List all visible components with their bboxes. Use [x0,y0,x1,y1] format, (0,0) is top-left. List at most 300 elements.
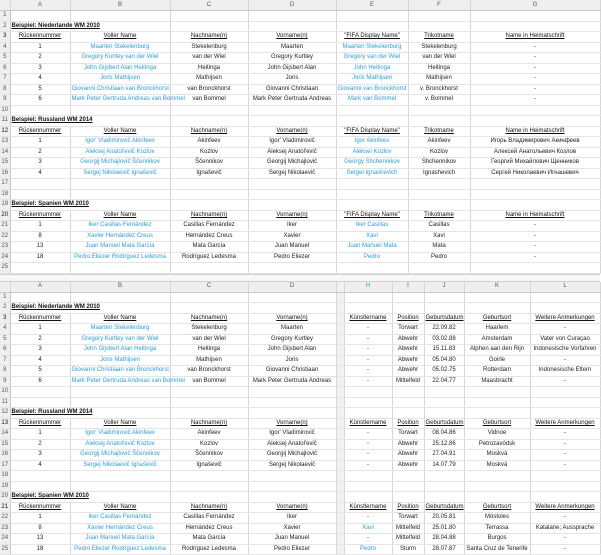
cell[interactable]: - [344,513,392,524]
cell[interactable]: - [470,53,600,64]
cell[interactable] [248,492,336,503]
cell[interactable]: Xavi [408,231,470,242]
cell[interactable] [70,179,170,190]
cell[interactable] [248,481,336,492]
cell[interactable]: - [344,324,392,335]
column-title[interactable]: Rückennummer [10,126,70,137]
cell[interactable]: Sturm [392,544,424,555]
cell[interactable]: Abwehr [392,460,424,471]
cell[interactable]: 3 [10,345,70,356]
column-header[interactable]: K [464,282,530,293]
cell[interactable] [170,116,248,127]
cell[interactable] [10,11,70,22]
cell[interactable] [424,471,464,482]
cell[interactable]: - [470,95,600,106]
cell[interactable] [464,481,530,492]
cell[interactable]: 4 [10,355,70,366]
cell[interactable]: John Gijsbert Alan Heitinga [70,345,170,356]
cell[interactable]: Hernández Creus [170,231,248,242]
cell[interactable]: Goirle [464,355,530,366]
cell[interactable]: Juan Manuel Mata García [70,242,170,253]
cell[interactable]: Kozlov [170,147,248,158]
column-title[interactable]: Nachname(n) [170,418,248,429]
column-title[interactable]: Vorname(n) [248,418,336,429]
cell[interactable]: Maarten [248,42,336,53]
cell[interactable] [464,492,530,503]
cell[interactable]: Torwart [392,324,424,335]
cell[interactable]: Mark van Bommel [336,95,408,106]
cell[interactable] [70,481,170,492]
row-number[interactable]: 20 [0,492,10,503]
cell[interactable] [392,292,424,303]
column-title[interactable]: Name in Heimatschrift [470,32,600,43]
cell[interactable] [336,200,408,211]
column-title[interactable]: Voller Name [70,502,170,513]
cell[interactable]: Joris Mathijsen [70,355,170,366]
cell[interactable]: - [470,63,600,74]
row-number[interactable]: 17 [0,179,10,190]
column-title[interactable]: Nachname(n) [170,126,248,137]
cell[interactable] [408,105,470,116]
cell[interactable] [336,116,408,127]
cell[interactable]: Shchennikov [408,158,470,169]
column-title[interactable]: Künstlername [344,313,392,324]
row-number[interactable]: 5 [0,53,10,64]
cell[interactable]: John Gijsbert Alan [248,345,336,356]
column-header[interactable]: D [248,282,336,293]
cell[interactable]: Rodríguez Ledesma [170,544,248,555]
cell[interactable] [336,263,408,274]
cell[interactable] [70,105,170,116]
cell[interactable]: Mathijsen [170,74,248,85]
cell[interactable] [470,116,600,127]
corner-cell[interactable] [0,282,10,293]
cell[interactable]: Iker Casillas Fernández [70,513,170,524]
section-title[interactable]: Beispiel: Spanien WM 2010 [10,200,170,211]
cell[interactable] [10,189,70,200]
cell[interactable] [170,303,248,314]
cell[interactable]: - [344,460,392,471]
cell[interactable] [248,200,336,211]
cell[interactable] [530,481,600,492]
cell[interactable]: 08.04.86 [424,429,464,440]
cell[interactable]: Burgos [464,534,530,545]
cell[interactable]: Igor Akinfeev [336,137,408,148]
row-number[interactable]: 25 [0,544,10,555]
column-title[interactable]: Geburtsdatum [424,418,464,429]
cell[interactable] [336,408,344,419]
cell[interactable] [170,471,248,482]
cell[interactable]: Xavi [336,231,408,242]
cell[interactable]: 03.02.88 [424,334,464,345]
cell[interactable] [336,324,344,335]
cell[interactable] [344,408,392,419]
cell[interactable]: Xavier [248,523,336,534]
row-number[interactable]: 8 [0,84,10,95]
cell[interactable]: 1 [10,513,70,524]
cell[interactable] [392,303,424,314]
cell[interactable] [336,189,408,200]
cell[interactable] [470,263,600,274]
column-title[interactable]: Weitere Anmerkungen [530,502,600,513]
row-number[interactable]: 24 [0,534,10,545]
cell[interactable] [248,179,336,190]
cell[interactable]: - [344,334,392,345]
cell[interactable]: - [344,355,392,366]
cell[interactable] [248,408,336,419]
cell[interactable] [464,397,530,408]
cell[interactable] [70,263,170,274]
cell[interactable] [424,481,464,492]
column-header[interactable]: F [408,0,470,11]
column-title[interactable]: Trikotname [408,126,470,137]
cell[interactable]: Сергей Николаевич Игнашевич [470,168,600,179]
cell[interactable]: Alphen aan den Rijn [464,345,530,356]
cell[interactable]: Iker [248,513,336,524]
cell[interactable] [530,408,600,419]
cell[interactable]: Abwehr [392,439,424,450]
cell[interactable]: v. Bommel [408,95,470,106]
cell[interactable]: Giovanni Christiaan [248,366,336,377]
cell[interactable]: - [530,534,600,545]
cell[interactable]: Terrassa [464,523,530,534]
cell[interactable] [170,292,248,303]
cell[interactable]: Casillas [408,221,470,232]
column-title[interactable]: Rückennummer [10,32,70,43]
column-title[interactable]: Geburtsdatum [424,313,464,324]
column-title[interactable]: Name in Heimatschrift [470,126,600,137]
cell[interactable]: Ščennikov [170,158,248,169]
cell[interactable]: - [530,450,600,461]
row-number[interactable]: 19 [0,481,10,492]
cell[interactable]: 2 [10,334,70,345]
row-number[interactable]: 10 [0,105,10,116]
cell[interactable] [70,11,170,22]
cell[interactable] [408,200,470,211]
cell[interactable] [70,397,170,408]
cell[interactable] [336,460,344,471]
row-number[interactable]: 5 [0,334,10,345]
cell[interactable] [392,481,424,492]
row-number[interactable]: 15 [0,158,10,169]
cell[interactable]: Santa Cruz de Tenerife [464,544,530,555]
cell[interactable]: 15.11.83 [424,345,464,356]
cell[interactable] [248,11,336,22]
column-title[interactable]: Position [392,313,424,324]
row-number[interactable]: 13 [0,418,10,429]
cell[interactable]: 8 [10,523,70,534]
cell[interactable]: Aleksej Anatol'evič Kozlov [70,147,170,158]
column-title[interactable]: Geburtsort [464,313,530,324]
corner-cell[interactable] [0,0,10,11]
column-title[interactable]: "FIFA Display Name" [336,126,408,137]
cell[interactable] [10,387,70,398]
column-title[interactable]: Rückennummer [10,502,70,513]
cell[interactable]: Juan Manuel Mata [336,242,408,253]
column-title[interactable]: Vorname(n) [248,32,336,43]
cell[interactable] [248,105,336,116]
cell[interactable] [336,355,344,366]
cell[interactable]: Giovanni Christiaan van Bronckhorst [70,84,170,95]
cell[interactable]: Georgy Shchennikov [336,158,408,169]
row-number[interactable]: 24 [0,252,10,263]
column-title[interactable]: Voller Name [70,418,170,429]
cell[interactable]: Abwehr [392,366,424,377]
cell[interactable]: - [530,513,600,524]
row-number[interactable]: 16 [0,168,10,179]
cell[interactable]: Pedro [336,252,408,263]
cell[interactable] [170,200,248,211]
cell[interactable] [170,387,248,398]
cell[interactable]: Aleksej Anatol'evič [248,439,336,450]
cell[interactable]: Sergej Nikolaevič [248,168,336,179]
cell[interactable]: - [344,376,392,387]
cell[interactable]: van Bronckhorst [170,84,248,95]
cell[interactable] [10,471,70,482]
cell[interactable]: 5 [10,84,70,95]
cell[interactable]: Gregory Kurtley van der Wiel [70,53,170,64]
cell[interactable] [70,292,170,303]
cell[interactable] [170,397,248,408]
cell[interactable] [470,21,600,32]
cell[interactable]: - [470,74,600,85]
cell[interactable]: Indonesische Vorfahren [530,345,600,356]
cell[interactable] [248,263,336,274]
cell[interactable]: Giovanni van Bronckhorst [336,84,408,95]
cell[interactable] [464,292,530,303]
cell[interactable] [10,179,70,190]
cell[interactable] [336,387,344,398]
cell[interactable]: John Heitinga [336,63,408,74]
column-title[interactable]: Nachname(n) [170,210,248,221]
cell[interactable]: 1 [10,221,70,232]
cell[interactable]: - [470,231,600,242]
cell[interactable]: 4 [10,168,70,179]
cell[interactable]: Maarten Stekelenburg [70,324,170,335]
cell[interactable] [70,471,170,482]
cell[interactable]: 6 [10,95,70,106]
row-number[interactable]: 9 [0,376,10,387]
cell[interactable]: van der Wiel [170,53,248,64]
cell[interactable] [10,105,70,116]
cell[interactable]: Giovanni Christiaan [248,84,336,95]
cell[interactable]: Georgij Michajlovič Ščennikov [70,450,170,461]
cell[interactable]: 25.12.86 [424,439,464,450]
column-header[interactable]: D [248,0,336,11]
cell[interactable]: Gregory Kurtley van der Wiel [70,334,170,345]
cell[interactable] [392,492,424,503]
cell[interactable]: 2 [10,147,70,158]
cell[interactable]: Xavier [248,231,336,242]
column-title[interactable]: Trikotname [408,210,470,221]
cell[interactable]: Moskvá [464,460,530,471]
column-title[interactable]: Position [392,502,424,513]
cell[interactable]: 1 [10,137,70,148]
cell[interactable]: Mittelfeld [392,523,424,534]
cell[interactable] [530,492,600,503]
column-title[interactable]: Nachname(n) [170,32,248,43]
cell[interactable]: 1 [10,42,70,53]
cell[interactable] [470,105,600,116]
cell[interactable] [408,189,470,200]
cell[interactable] [170,105,248,116]
cell[interactable]: Akinfeev [170,429,248,440]
cell[interactable]: - [470,84,600,95]
cell[interactable] [392,471,424,482]
column-header[interactable]: I [392,282,424,293]
cell[interactable]: Stekelenburg [170,324,248,335]
cell[interactable] [336,11,408,22]
cell[interactable]: Vidnoe [464,429,530,440]
column-title[interactable]: Voller Name [70,210,170,221]
cell[interactable]: Mathijsen [408,74,470,85]
cell[interactable]: Joris [248,355,336,366]
cell[interactable]: Móstoles [464,513,530,524]
cell[interactable] [248,303,336,314]
row-number[interactable]: 14 [0,429,10,440]
column-title[interactable]: Künstlername [344,418,392,429]
cell[interactable]: Hernández Creus [170,523,248,534]
row-number[interactable]: 12 [0,126,10,137]
cell[interactable]: Maarten Stekelenburg [70,42,170,53]
cell[interactable]: Sergej Nikolaevič Ignaševič [70,168,170,179]
cell[interactable]: Mark Peter Gertruda Andreas [248,95,336,106]
cell[interactable]: van Bommel [170,95,248,106]
row-number[interactable]: 12 [0,408,10,419]
cell[interactable] [336,366,344,377]
cell[interactable] [248,21,336,32]
cell[interactable]: 13 [10,242,70,253]
cell[interactable] [336,544,344,555]
row-number[interactable]: 11 [0,397,10,408]
cell[interactable]: Aleksej Anatol'evič [248,147,336,158]
cell[interactable]: 6 [10,376,70,387]
cell[interactable] [248,116,336,127]
cell[interactable] [10,481,70,492]
cell[interactable]: Petrozavódsk [464,439,530,450]
cell[interactable] [344,303,392,314]
cell[interactable]: Igor' Vladimirovič [248,429,336,440]
cell[interactable] [336,376,344,387]
section-title[interactable]: Beispiel: Niederlande WM 2010 [10,21,170,32]
cell[interactable]: 5 [10,366,70,377]
cell[interactable]: Akinfeev [408,137,470,148]
cell[interactable]: 1 [10,324,70,335]
cell[interactable]: 3 [10,450,70,461]
cell[interactable] [464,387,530,398]
cell[interactable]: 14.07.79 [424,460,464,471]
cell[interactable] [464,408,530,419]
row-number[interactable]: 15 [0,439,10,450]
cell[interactable] [424,292,464,303]
cell[interactable]: Mark Peter Gertruda Andreas van Bommel [70,376,170,387]
row-number[interactable]: 19 [0,200,10,211]
column-title[interactable]: Vorname(n) [248,210,336,221]
cell[interactable] [336,334,344,345]
section-title[interactable]: Beispiel: Spanien WM 2010 [10,492,170,503]
cell[interactable] [344,492,392,503]
cell[interactable]: Xavier Hernández Creus [70,523,170,534]
cell[interactable]: 1 [10,429,70,440]
cell[interactable]: 4 [10,460,70,471]
column-header[interactable]: C [170,0,248,11]
cell[interactable]: Abwehr [392,334,424,345]
cell[interactable] [248,397,336,408]
cell[interactable]: Алексей Анатольевич Козлов [470,147,600,158]
cell[interactable]: Iker Casillas [336,221,408,232]
cell[interactable] [530,397,600,408]
column-title[interactable]: Voller Name [70,32,170,43]
cell[interactable] [424,492,464,503]
column-title[interactable]: Geburtsdatum [424,502,464,513]
cell[interactable]: Casillas Fernández [170,513,248,524]
cell[interactable] [470,189,600,200]
row-number[interactable]: 22 [0,231,10,242]
cell[interactable] [336,303,344,314]
cell[interactable] [392,397,424,408]
cell[interactable] [470,11,600,22]
cell[interactable]: Joris Mathijsen [336,74,408,85]
column-title[interactable]: Nachname(n) [170,313,248,324]
row-number[interactable]: 6 [0,345,10,356]
column-title[interactable]: Nachname(n) [170,502,248,513]
cell[interactable]: 27.04.91 [424,450,464,461]
cell[interactable] [470,179,600,190]
cell[interactable] [170,481,248,492]
cell[interactable]: 3 [10,158,70,169]
column-title[interactable]: Rückennummer [10,210,70,221]
cell[interactable] [170,179,248,190]
cell[interactable]: Igor' Vladimirovič Akinfeev [70,137,170,148]
cell[interactable] [336,471,344,482]
cell[interactable] [336,179,408,190]
cell[interactable]: Mark Peter Gertruda Andreas [248,376,336,387]
cell[interactable]: - [470,221,600,232]
cell[interactable] [464,471,530,482]
cell[interactable] [336,534,344,545]
cell[interactable] [336,439,344,450]
cell[interactable] [248,292,336,303]
column-header[interactable]: J [424,282,464,293]
cell[interactable]: Maarten Stekelenburg [336,42,408,53]
cell[interactable]: 2 [10,53,70,64]
cell[interactable]: 05.04.80 [424,355,464,366]
cell[interactable]: Xavi [344,523,392,534]
column-header[interactable]: A [10,0,70,11]
cell[interactable]: - [530,460,600,471]
cell[interactable] [424,397,464,408]
cell[interactable]: Joris Mathijsen [70,74,170,85]
cell[interactable]: Casillas Fernández [170,221,248,232]
cell[interactable] [336,523,344,534]
cell[interactable]: Torwart [392,513,424,524]
cell[interactable]: - [344,366,392,377]
cell[interactable]: - [344,450,392,461]
cell[interactable]: Iker Casillas Fernández [70,221,170,232]
cell[interactable]: 20.05.81 [424,513,464,524]
cell[interactable]: Aleksei Kozlov [336,147,408,158]
cell[interactable] [392,387,424,398]
cell[interactable]: Георгий Михайлович Щенников [470,158,600,169]
cell[interactable]: Gregory Kurtley [248,53,336,64]
cell[interactable]: Amsterdam [464,334,530,345]
cell[interactable] [248,387,336,398]
cell[interactable]: Rotterdam [464,366,530,377]
row-number[interactable]: 21 [0,221,10,232]
cell[interactable]: Mata [408,242,470,253]
cell[interactable]: Pedro Eliezer [248,252,336,263]
column-title[interactable]: Voller Name [70,126,170,137]
